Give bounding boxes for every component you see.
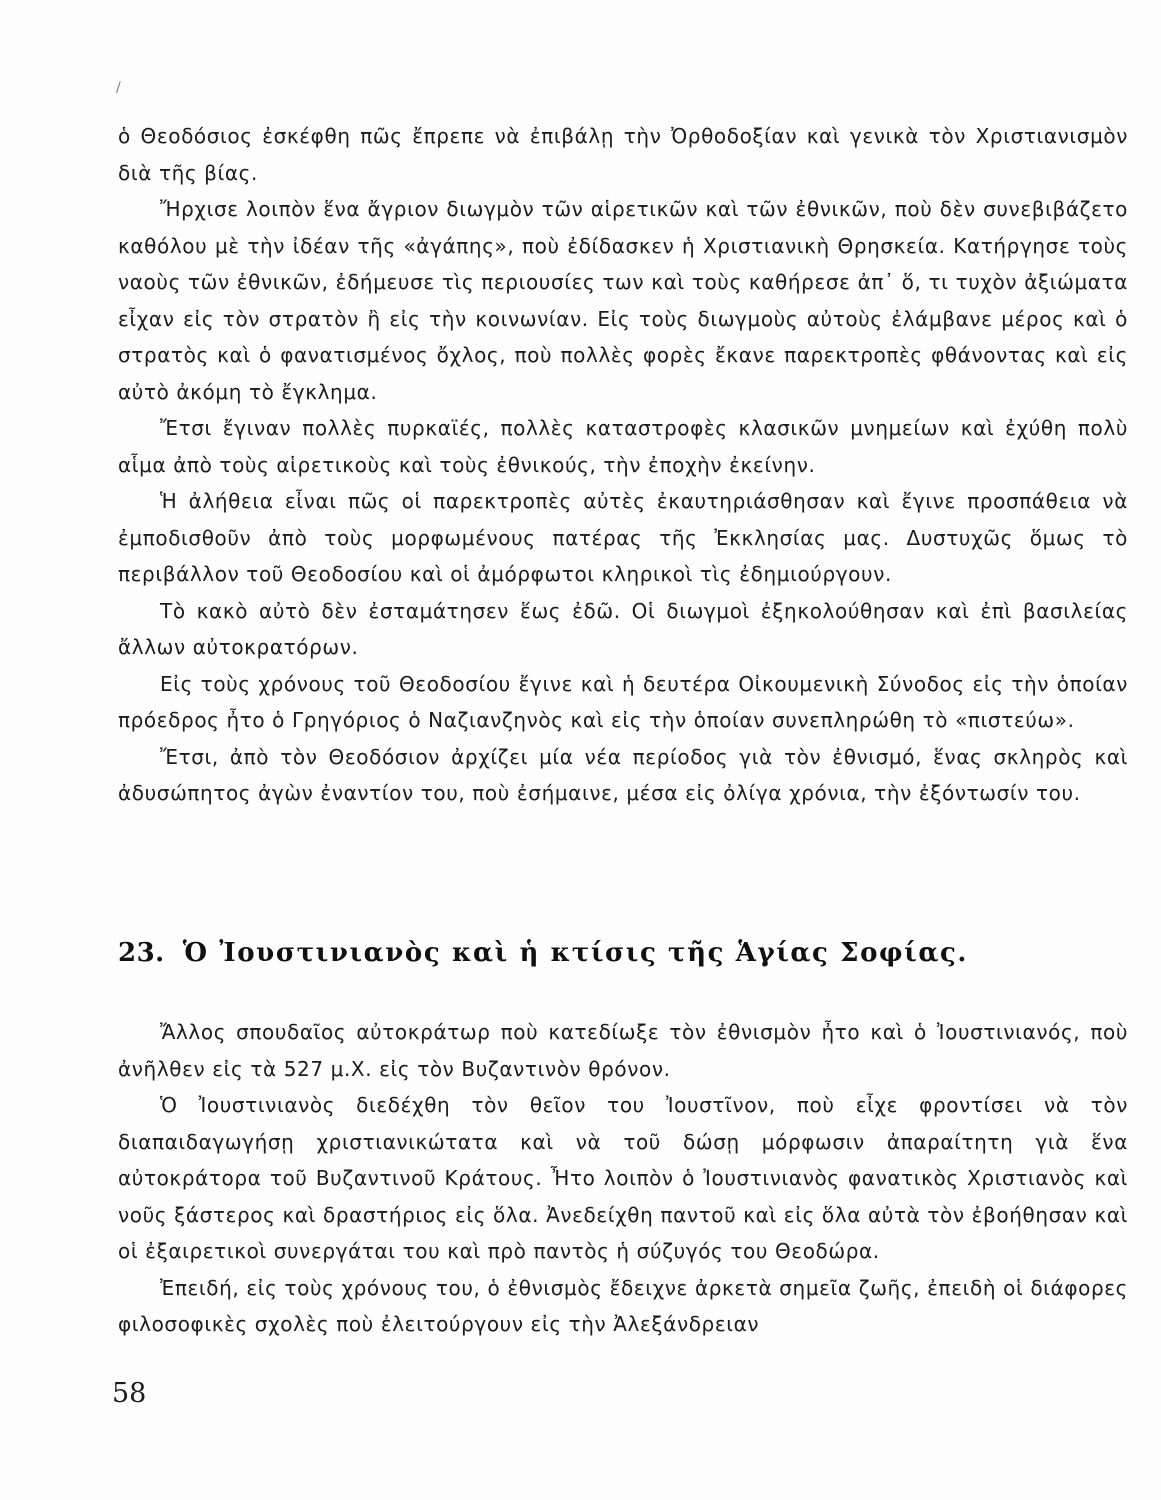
paragraph: Ἔτσι ἔγιναν πολλὲς πυρκαϊές, πολλὲς καταστροφὲς κλασικῶν μνημείων καὶ ἐχύθη πολὺ αἷμα ἀπὸ τοὺς αἱρετικοὺς καὶ τοὺς ἐθνικούς, τὴν ἐποχὴν ἐκείνην. <box>118 416 1128 477</box>
section-heading <box>118 938 1148 968</box>
paragraph: Τὸ κακὸ αὐτὸ δὲν ἐσταμάτησεν ἕως ἐδῶ. Οἱ διωγμοὶ ἐξηκολούθησαν καὶ ἐπὶ βασιλείας ἄλλων αὐτοκρατόρων. <box>118 598 1128 659</box>
paragraph: Εἰς τοὺς χρόνους τοῦ Θεοδοσίου ἔγινε καὶ ἡ δευτέρα Οἰκουμενικὴ Σύνοδος εἰς τὴν ὁποίαν πρόεδρος ἦτο ὁ Γρηγόριος ὁ Ναζιανζηνὸς καὶ εἰς τὴν ὁποίαν συνεπληρώθη τὸ «πιστεύω». <box>118 671 1128 732</box>
stray-mark: / <box>116 80 121 96</box>
paragraph: Ἡ ἀλήθεια εἶναι πῶς οἱ παρεκτροπὲς αὐτὲς ἐκαυτηριάσθησαν καὶ ἔγινε προσπάθεια νὰ ἐμποδισθοῦν ἀπὸ τοὺς μορφωμένους πατέρας τῆς Ἐκκλησίας μας. Δυστυχῶς ὅμως τὸ περιβάλλον τοῦ Θεοδοσίου καὶ οἱ ἀμόρφωτοι κληρικοὶ τὶς ἐδημιούργουν. <box>118 489 1128 586</box>
page-number: 58 <box>112 1378 147 1409</box>
top-text-block <box>118 118 1128 812</box>
paragraph: Ἔτσι, ἀπὸ τὸν Θεοδόσιον ἀρχίζει μία νέα περίοδος γιὰ τὸν ἐθνισμό, ἕνας σκληρὸς καὶ ἀδυσώπητος ἀγὼν ἐναντίον του, ποὺ ἐσήμαινε, μέσα εἰς ὀλίγα χρόνια, τὴν ἐξόντωσίν του. <box>118 744 1128 805</box>
paragraph: Ἐπειδή, εἰς τοὺς χρόνους του, ὁ ἐθνισμὸς ἔδειχνε ἀρκετὰ σημεῖα ζωῆς, ἐπειδὴ οἱ διάφορες φιλοσοφικὲς σχολὲς ποὺ ἐλειτούργουν εἰς τὴν Ἀλεξάνδρειαν <box>118 1275 1128 1336</box>
section-title: Ὁ Ἰουστινιανὸς καὶ ἡ κτίσις τῆς Ἁγίας Σοφίας. <box>182 938 969 968</box>
bottom-text-block <box>118 1014 1128 1343</box>
paragraph: Ἄλλος σπουδαῖος αὐτοκράτωρ ποὺ κατεδίωξε τὸν ἐθνισμὸν ἦτο καὶ ὁ Ἰουστινιανός, ποὺ ἀνῆλθεν εἰς τὰ 527 μ.Χ. εἰς τὸν Βυζαντινὸν θρόνον. <box>118 1020 1128 1081</box>
paragraph: Ἤρχισε λοιπὸν ἕνα ἄγριον διωγμὸν τῶν αἱρετικῶν καὶ τῶν ἐθνικῶν, ποὺ δὲν συνεβιβάζετο καθόλου μὲ τὴν ἰδέαν τῆς «ἀγάπης», ποὺ ἐδίδασκεν ἡ Χριστιανικὴ Θρησκεία. Κατήργησε τοὺς ναοὺς τῶν ἐθνικῶν, ἐδήμευσε τὶς περιουσίες των καὶ τοὺς καθήρεσε ἀπ᾽ ὅ, τι τυχὸν ἀξιώματα εἶχαν εἰς τὸν στρατὸν ἢ εἰς τὴν κοινωνίαν. Εἰς τοὺς διωγμοὺς αὐτοὺς ἐλάμβανε μέρος καὶ ὁ στρατὸς καὶ ὁ φανατισμένος ὄχλος, ποὺ πολλὲς φορὲς ἔκανε παρεκτροπὲς φθάνοντας καὶ εἰς αὐτὸ ἀκόμη τὸ ἔγκλημα. <box>118 197 1128 404</box>
paragraph: ὁ Θεοδόσιος ἐσκέφθη πῶς ἔπρεπε νὰ ἐπιβάλῃ τὴν Ὀρθοδοξίαν καὶ γενικὰ τὸν Χριστιανισμὸν διὰ τῆς βίας. <box>118 124 1128 185</box>
section-number: 23. <box>118 938 165 968</box>
paragraph: Ὁ Ἰουστινιανὸς διεδέχθη τὸν θεῖον του Ἰουστῖνον, ποὺ εἶχε φροντίσει νὰ τὸν διαπαιδαγωγήσῃ χριστιανικώτατα καὶ νὰ τοῦ δώσῃ μόρφωσιν ἀπαραίτητη γιὰ ἕνα αὐτοκράτορα τοῦ Βυζαντινοῦ Κράτους. Ἦτο λοιπὸν ὁ Ἰουστινιανὸς φανατικὸς Χριστιανὸς καὶ νοῦς ξάστερος καὶ δραστήριος εἰς ὅλα. Ἀνεδείχθη παντοῦ καὶ εἰς ὅλα αὐτὰ τὸν ἐβοήθησαν καὶ οἱ ἐξαιρετικοὶ συνεργάται του καὶ πρὸ παντὸς ἡ σύζυγός του Θεοδώρα. <box>118 1093 1128 1263</box>
